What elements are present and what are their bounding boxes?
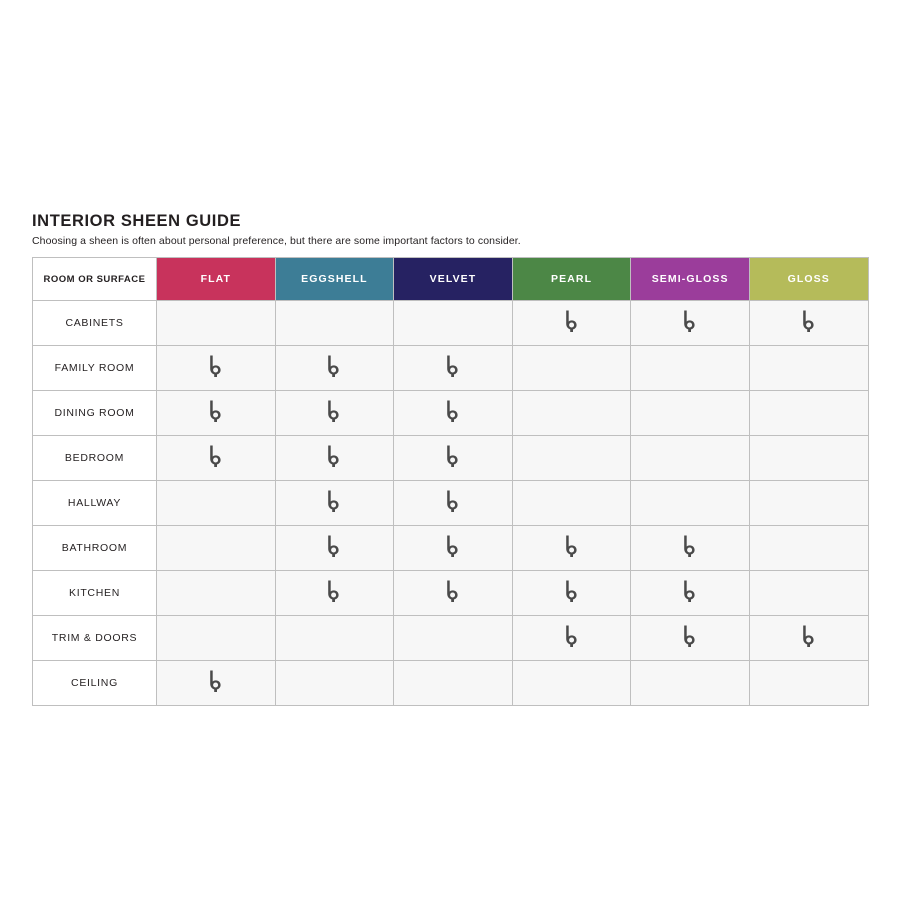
cell-empty bbox=[749, 436, 868, 481]
paint-brush-icon bbox=[324, 399, 344, 423]
paint-brush-icon bbox=[206, 354, 226, 378]
paint-brush-icon bbox=[443, 489, 463, 513]
cell-empty bbox=[157, 301, 276, 346]
cell-empty bbox=[275, 616, 394, 661]
paint-brush-icon bbox=[443, 354, 463, 378]
table-body bbox=[33, 301, 869, 706]
cell-empty bbox=[157, 481, 276, 526]
cell-marked bbox=[749, 616, 868, 661]
cell-marked bbox=[631, 571, 750, 616]
cell-empty bbox=[749, 481, 868, 526]
cell-marked bbox=[275, 346, 394, 391]
row-label: DINING ROOM bbox=[33, 391, 157, 436]
row-label: TRIM & DOORS bbox=[33, 616, 157, 661]
paint-brush-icon bbox=[324, 444, 344, 468]
cell-marked bbox=[275, 391, 394, 436]
paint-brush-icon bbox=[680, 309, 700, 333]
cell-marked bbox=[157, 661, 276, 706]
cell-empty bbox=[631, 346, 750, 391]
cell-marked bbox=[512, 301, 631, 346]
paint-brush-icon bbox=[799, 309, 819, 333]
paint-brush-icon bbox=[324, 489, 344, 513]
cell-marked bbox=[394, 391, 513, 436]
row-label: BEDROOM bbox=[33, 436, 157, 481]
paint-brush-icon bbox=[206, 444, 226, 468]
paint-brush-icon bbox=[562, 309, 582, 333]
cell-marked bbox=[631, 616, 750, 661]
paint-brush-icon bbox=[206, 669, 226, 693]
paint-brush-icon bbox=[799, 624, 819, 648]
cell-empty bbox=[157, 526, 276, 571]
table-row bbox=[33, 526, 869, 571]
paint-brush-icon bbox=[443, 534, 463, 558]
paint-brush-icon bbox=[562, 534, 582, 558]
cell-empty bbox=[394, 301, 513, 346]
page-subtitle: Choosing a sheen is often about personal preference, but there are some important factors to consider. bbox=[32, 235, 521, 247]
column-header-pearl: PEARL bbox=[512, 258, 631, 301]
cell-empty bbox=[749, 571, 868, 616]
cell-marked bbox=[749, 301, 868, 346]
sheen-table bbox=[32, 257, 869, 706]
cell-marked bbox=[394, 481, 513, 526]
cell-marked bbox=[275, 436, 394, 481]
column-header-gloss: GLOSS bbox=[749, 258, 868, 301]
cell-empty bbox=[749, 661, 868, 706]
paint-brush-icon bbox=[324, 534, 344, 558]
cell-marked bbox=[275, 526, 394, 571]
paint-brush-icon bbox=[443, 399, 463, 423]
cell-marked bbox=[512, 571, 631, 616]
table-row bbox=[33, 301, 869, 346]
page-title: INTERIOR SHEEN GUIDE bbox=[32, 212, 242, 230]
header-row bbox=[33, 258, 869, 301]
table-row bbox=[33, 661, 869, 706]
cell-empty bbox=[394, 661, 513, 706]
cell-marked bbox=[394, 346, 513, 391]
row-label: HALLWAY bbox=[33, 481, 157, 526]
paint-brush-icon bbox=[562, 624, 582, 648]
paint-brush-icon bbox=[443, 579, 463, 603]
cell-empty bbox=[749, 391, 868, 436]
column-header-velvet: VELVET bbox=[394, 258, 513, 301]
cell-empty bbox=[512, 346, 631, 391]
cell-marked bbox=[157, 346, 276, 391]
paint-brush-icon bbox=[206, 399, 226, 423]
paint-brush-icon bbox=[443, 444, 463, 468]
column-header-semi-gloss: SEMI-GLOSS bbox=[631, 258, 750, 301]
cell-empty bbox=[275, 661, 394, 706]
cell-marked bbox=[631, 526, 750, 571]
paint-brush-icon bbox=[680, 579, 700, 603]
cell-empty bbox=[394, 616, 513, 661]
row-label: CABINETS bbox=[33, 301, 157, 346]
column-header-flat: FLAT bbox=[157, 258, 276, 301]
table-header bbox=[33, 258, 869, 301]
cell-empty bbox=[157, 571, 276, 616]
cell-marked bbox=[512, 526, 631, 571]
table-row bbox=[33, 346, 869, 391]
table-row bbox=[33, 436, 869, 481]
table-row bbox=[33, 571, 869, 616]
cell-empty bbox=[631, 436, 750, 481]
cell-marked bbox=[275, 481, 394, 526]
cell-empty bbox=[275, 301, 394, 346]
cell-marked bbox=[394, 526, 513, 571]
cell-marked bbox=[275, 571, 394, 616]
cell-empty bbox=[631, 481, 750, 526]
row-label: BATHROOM bbox=[33, 526, 157, 571]
cell-empty bbox=[749, 526, 868, 571]
cell-marked bbox=[394, 571, 513, 616]
paint-brush-icon bbox=[562, 579, 582, 603]
row-label: FAMILY ROOM bbox=[33, 346, 157, 391]
row-label: KITCHEN bbox=[33, 571, 157, 616]
cell-empty bbox=[631, 391, 750, 436]
cell-empty bbox=[512, 391, 631, 436]
cell-marked bbox=[631, 301, 750, 346]
row-header-label: ROOM OR SURFACE bbox=[33, 258, 157, 301]
paint-brush-icon bbox=[680, 534, 700, 558]
paint-brush-icon bbox=[324, 579, 344, 603]
row-label: CEILING bbox=[33, 661, 157, 706]
paint-brush-icon bbox=[680, 624, 700, 648]
cell-empty bbox=[749, 346, 868, 391]
paint-brush-icon bbox=[324, 354, 344, 378]
cell-marked bbox=[157, 436, 276, 481]
sheen-guide bbox=[32, 212, 868, 706]
table-row bbox=[33, 391, 869, 436]
table-row bbox=[33, 616, 869, 661]
cell-empty bbox=[631, 661, 750, 706]
cell-empty bbox=[512, 661, 631, 706]
cell-empty bbox=[512, 436, 631, 481]
table-row bbox=[33, 481, 869, 526]
cell-marked bbox=[394, 436, 513, 481]
cell-marked bbox=[157, 391, 276, 436]
cell-empty bbox=[512, 481, 631, 526]
column-header-eggshell: EGGSHELL bbox=[275, 258, 394, 301]
cell-empty bbox=[157, 616, 276, 661]
cell-marked bbox=[512, 616, 631, 661]
